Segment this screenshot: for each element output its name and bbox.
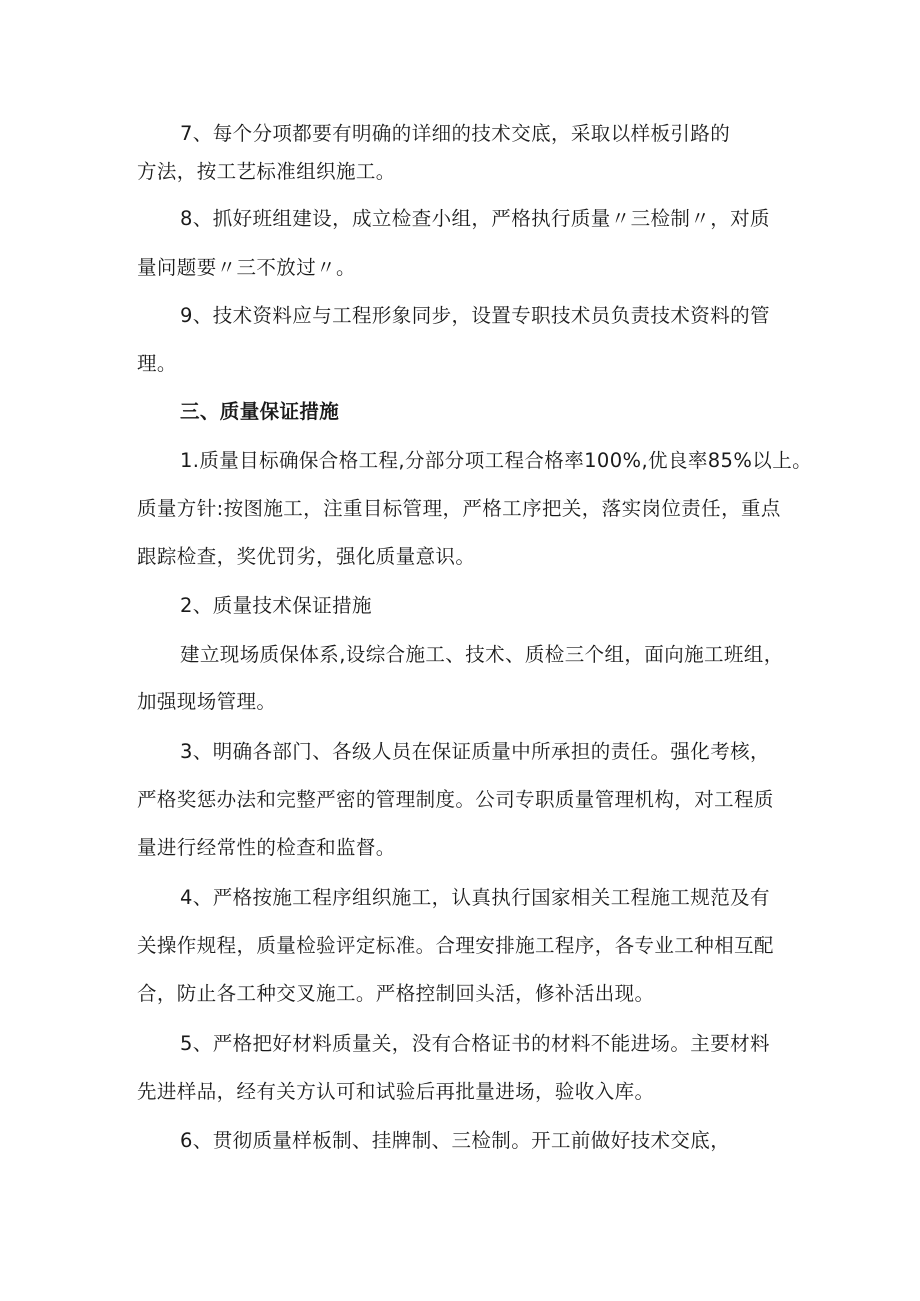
paragraph-8-line-1: 8、抓好班组建设，成立检查小组，严格执行质量〃三检制〃，对质 (180, 207, 770, 230)
paragraph-9-line-2: 理。 (137, 352, 177, 375)
paragraph-7-line-1: 7、每个分项都要有明确的详细的技术交底，采取以样板引路的 (180, 122, 731, 145)
subheading-2: 2、质量技术保证措施 (180, 594, 372, 617)
paragraph-9-line-1: 9、技术资料应与工程形象同步，设置专职技术员负责技术资料的管 (180, 304, 770, 327)
section-heading: 三、质量保证措施 (180, 400, 340, 423)
paragraph-4-line-2: 关操作规程，质量检验评定标准。合理安排施工程序，各专业工种相互配 (137, 934, 774, 957)
quality-policy-line-2: 跟踪检查，奖优罚劣，强化质量意识。 (137, 545, 476, 568)
paragraph-7-line-2: 方法，按工艺标准组织施工。 (137, 160, 396, 183)
paragraph-5-line-1: 5、严格把好材料质量关，没有合格证书的材料不能进场。主要材料 (180, 1032, 770, 1055)
system-line-2: 加强现场管理。 (137, 690, 277, 713)
paragraph-3-line-3: 量进行经常性的检查和监督。 (137, 836, 396, 859)
paragraph-4-line-1: 4、严格按施工程序组织施工，认真执行国家相关工程施工规范及有 (180, 886, 770, 909)
system-line-1: 建立现场质保体系,设综合施工、技术、质检三个组，面向施工班组， (180, 643, 784, 666)
quality-target-line: 1.质量目标确保合格工程,分部分项工程合格率100%,优良率85%以上。 (180, 449, 812, 472)
paragraph-6-line-1: 6、贯彻质量样板制、挂牌制、三检制。开工前做好技术交底， (180, 1129, 731, 1152)
paragraph-5-line-2: 先进样品，经有关方认可和试验后再批量进场，验收入库。 (137, 1080, 655, 1103)
paragraph-4-line-3: 合，防止各工种交叉施工。严格控制回头活，修补活出现。 (137, 982, 655, 1005)
quality-policy-line-1: 质量方针:按图施工，注重目标管理，严格工序把关，落实岗位责任，重点 (137, 497, 781, 520)
paragraph-3-line-2: 严格奖惩办法和完整严密的管理制度。公司专职质量管理机构，对工程质 (137, 788, 774, 811)
paragraph-3-line-1: 3、明确各部门、各级人员在保证质量中所承担的责任。强化考核， (180, 740, 770, 763)
paragraph-8-line-2: 量问题要〃三不放过〃。 (137, 256, 356, 279)
